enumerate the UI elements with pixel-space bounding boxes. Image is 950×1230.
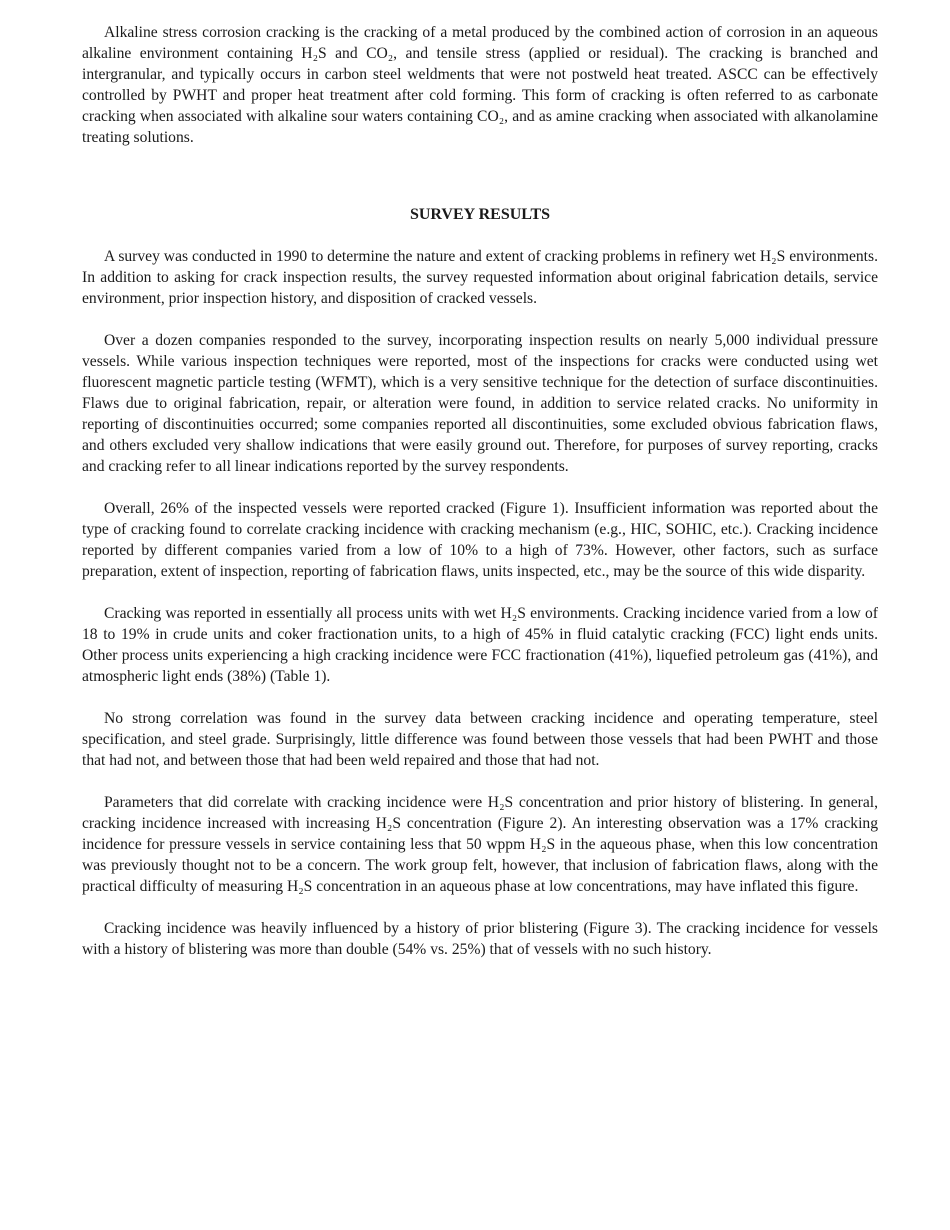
section-heading: SURVEY RESULTS xyxy=(409,206,551,223)
paragraph-blistering: Cracking incidence was heavily influenced by a history of prior blistering (Figure 3). The cracking incidence for vessels with a history of blistering was more than double (54% vs. 25%) that of vessels with no such history. xyxy=(82,920,878,958)
paragraph-respondents: Over a dozen companies responded to the survey, incorporating inspection results on nearly 5,000 individual pressure vessels. While various inspection techniques were reported, most of the inspections for cracks were conducted using wet fluorescent magnetic particle testing (WFMT), which is a very sensitive technique for the detection of surface discontinuities. Flaws due to original fabrication, repair, or alteration were found, in addition to service related cracks. No uniformity in reporting of discontinuities occurred; some companies reported all discontinuities, some excluded obvious fabrication flaws, and others excluded very shallow indications that were easily ground out. Therefore, for purposes of survey reporting, cracks and cracking refer to all linear indications reported by the survey respondents. xyxy=(82,332,878,475)
paragraph-h2s-concentration: Parameters that did correlate with cracking incidence were H₂S concentration and prior history of blistering. In general, cracking incidence increased with increasing H₂S concentration (Figure 2). An interesting observation was a 17% cracking incidence for pressure vessels in service containing less that 50 wppm H₂S in the aqueous phase, when this low concentration was previously thought not to be a concern. The work group felt, however, that inclusion of fabrication flaws, along with the practical difficulty of measuring H₂S concentration in an aqueous phase at low concentrations, may have inflated this figure. xyxy=(82,794,878,895)
spacer xyxy=(82,148,878,204)
paragraph-survey-overview: A survey was conducted in 1990 to determine the nature and extent of cracking problems in refinery wet H₂S environments. In addition to asking for crack inspection results, the survey requested information about original fabrication details, service environment, prior inspection history, and disposition of cracked vessels. xyxy=(82,248,878,307)
intro-paragraph: Alkaline stress corrosion cracking is the cracking of a metal produced by the combined action of corrosion in an aqueous alkaline environment containing H₂S and CO₂, and tensile stress (applied or residual). The cracking is branched and intergranular, and typically occurs in carbon steel weldments that were not postweld heat treated. ASCC can be effectively controlled by PWHT and proper heat treatment after cold forming. This form of cracking is often referred to as carbonate cracking when associated with alkaline sour waters containing CO₂, and as amine cracking when associated with alkanolamine treating solutions. xyxy=(82,24,878,146)
paragraph-no-correlation: No strong correlation was found in the survey data between cracking incidence and operating temperature, steel specification, and steel grade. Surprisingly, little difference was found between those vessels that had been PWHT and those that had not, and between those that had been weld repaired and those that had not. xyxy=(82,710,878,769)
paragraph-overall-incidence: Overall, 26% of the inspected vessels were reported cracked (Figure 1). Insufficient information was reported about the type of cracking found to correlate cracking incidence with cracking mechanism (e.g., HIC, SOHIC, etc.). Cracking incidence reported by different companies varied from a low of 10% to a high of 73%. However, other factors, such as surface preparation, extent of inspection, reporting of fabrication flaws, units inspected, etc., may be the source of this wide disparity. xyxy=(82,500,878,580)
paragraph-process-units: Cracking was reported in essentially all process units with wet H₂S environments. Cracking incidence varied from a low of 18 to 19% in crude units and coker fractionation units, to a high of 45% in fluid catalytic cracking (FCC) light ends units. Other process units experiencing a high cracking incidence were FCC fractionation (41%), liquefied petroleum gas (41%), and atmospheric light ends (38%) (Table 1). xyxy=(82,605,878,685)
document-page xyxy=(82,22,878,960)
